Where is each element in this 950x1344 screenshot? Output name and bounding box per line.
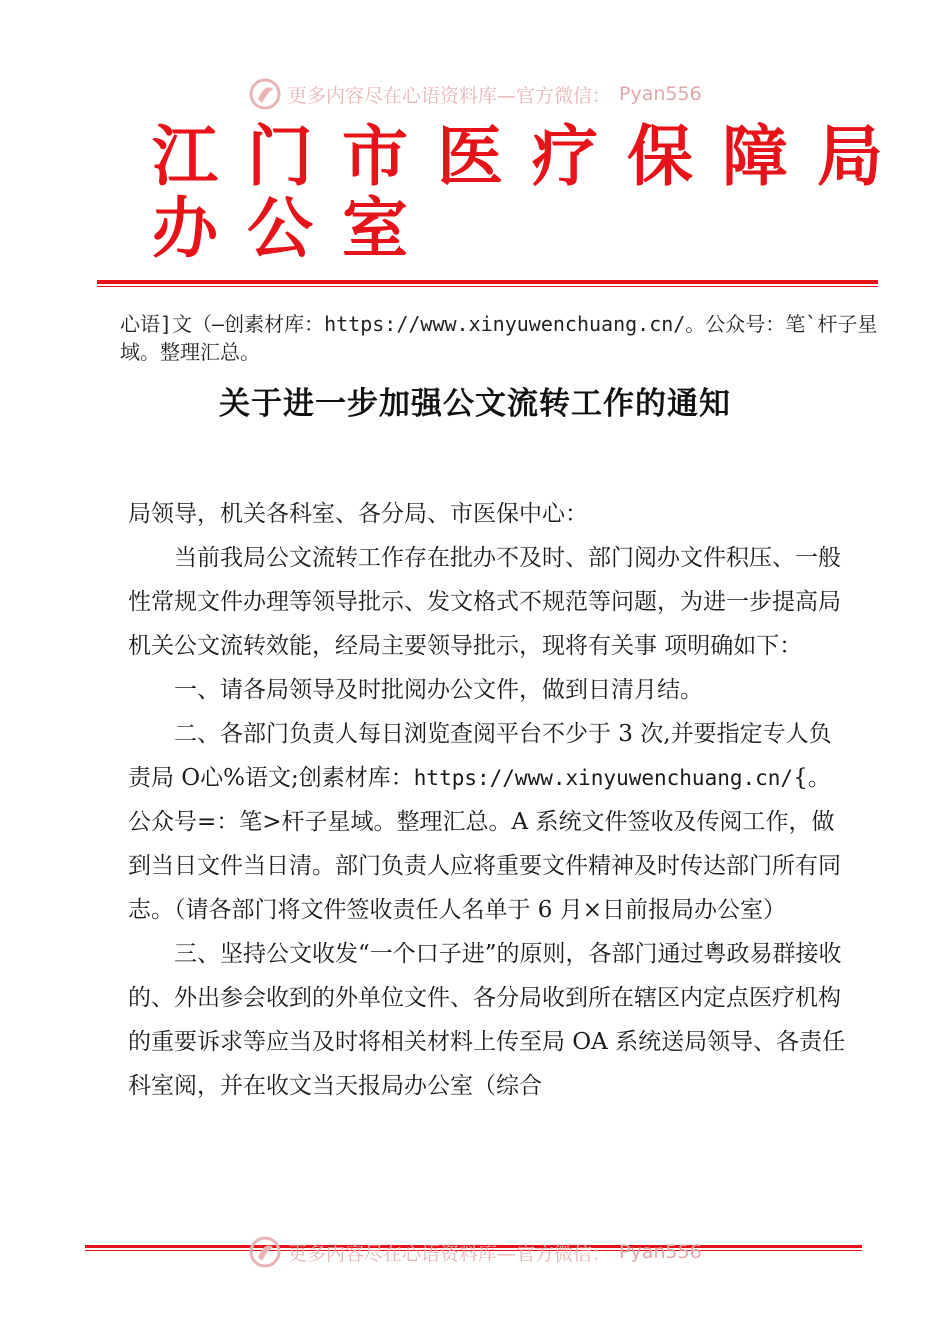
- item-2-part-1: 二、各部门负责人每日浏览查阅平台不少于 3 次,并要指定专人负责局 O心%语文;创素材库：: [128, 721, 832, 791]
- agency-line-1: 江门市医疗保障局: [152, 117, 912, 195]
- watermark-top: [248, 76, 702, 112]
- source-note: 心语]文（—创素材库：https://www.xinyuwenchuang.cn/。公众号：笔`杆子星域。整理汇总。: [120, 312, 878, 364]
- watermark-id: Pyan556: [619, 83, 702, 105]
- item-2-part-2: {。公众号=：笔>杆子星域。整理汇总。A 系统文件签收及传阅工作，做到当日文件当日清。部门负责人应将重要文件精神及时传达部门所有同志。（请各部门将文件签收责任人名单于 6 月×日前报局办公室）: [128, 765, 841, 923]
- watermark-text: 更多内容尽在心语资料库—官方微信：: [288, 84, 612, 107]
- agency-header: [152, 117, 912, 267]
- watermark-id: Pyan556: [619, 1241, 702, 1263]
- item-2: [128, 712, 850, 932]
- item-2-url: https://www.xinyuwenchuang.cn/: [413, 766, 794, 790]
- watermark-text: 更多内容尽在心语资料库—官方微信：: [288, 1242, 612, 1265]
- intro-paragraph: 当前我局公文流转工作存在批办不及时、部门阅办文件积压、一般性常规文件办理等领导批示、发文格式不规范等问题，为进一步提高局机关公文流转效能，经局主要领导批示，现将有关事 项明确如下：: [128, 545, 841, 659]
- logo-icon: [248, 1235, 282, 1269]
- header-rule-thick: [97, 280, 878, 284]
- logo-icon: [248, 77, 282, 111]
- watermark-bottom: [248, 1234, 702, 1270]
- recipients: 局领导，机关各科室、各分局、市医保中心：: [128, 501, 588, 527]
- item-3: 三、坚持公文收发“一个口子进”的原则，各部门通过粤政易群接收的、外出参会收到的外单位文件、各分局收到所在辖区内定点医疗机构的重要诉求等应当及时将相关材料上传至局 OA 系统送局领导、各责任科室阅，并在收文当天报局办公室（综合: [128, 941, 846, 1099]
- document-body: [128, 492, 850, 1108]
- agency-line-2: 办公室: [152, 189, 437, 267]
- document-title: 关于进一步加强公文流转工作的通知: [219, 386, 731, 422]
- header-rule-thin: [97, 286, 878, 287]
- item-1: 一、请各局领导及时批阅办公文件，做到日清月结。: [174, 677, 703, 703]
